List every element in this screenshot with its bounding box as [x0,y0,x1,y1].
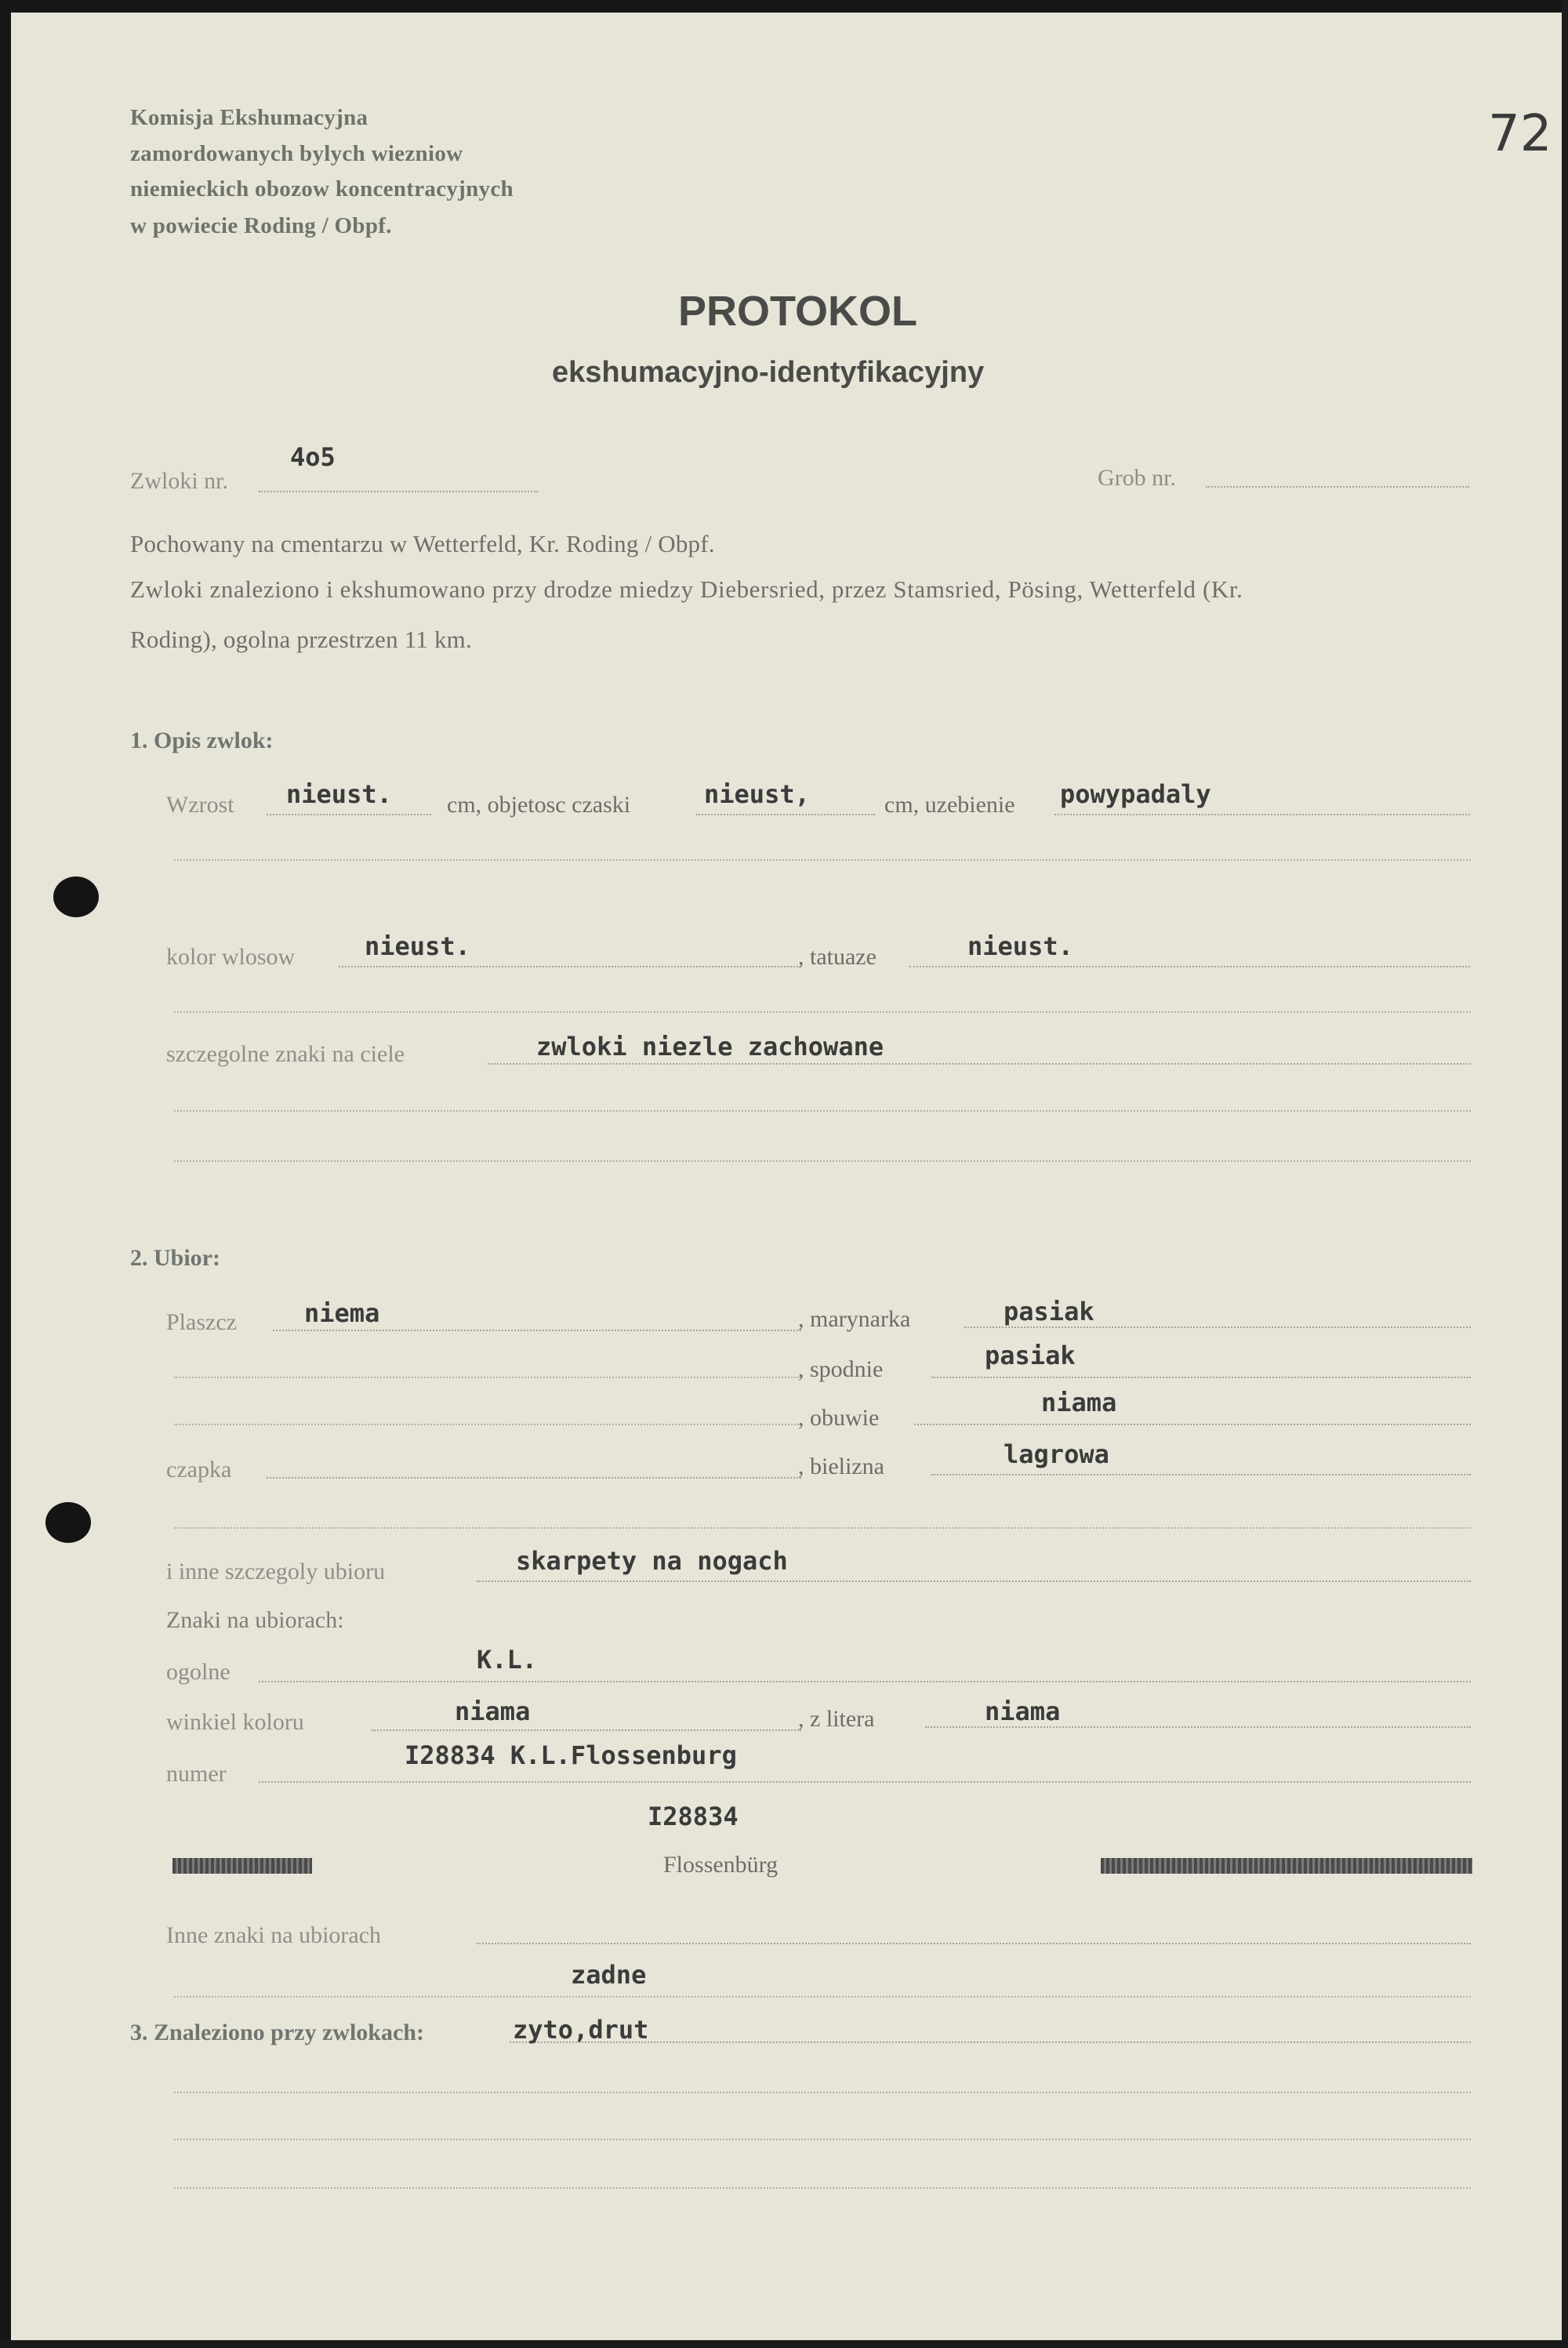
inne-znaki-blank-line [174,1996,1471,1998]
zwloki-dotted-line [259,491,538,492]
flossenburg-label: Flossenbürg [663,1852,779,1878]
grob-label: Grob nr. [1098,465,1176,491]
section3-blank-line-2 [174,2139,1471,2140]
plaszcz-value: niema [304,1298,380,1328]
section3-blank-line-3 [174,2187,1471,2189]
section3-dotted-line [510,2041,1471,2043]
wlosy-value: nieust. [365,931,470,961]
scan-border-right [1562,0,1568,2348]
znaki-cialo-label: szczegolne znaki na ciele [166,1041,405,1067]
obuwie-label: , obuwie [798,1405,880,1431]
znaki-cialo-value: zwloki niezle zachowane [536,1032,884,1061]
wzrost-value: nieust. [286,779,392,809]
litera-dotted-line [925,1726,1471,1728]
uzebienie-value: powypadaly [1060,779,1211,809]
wlosy-dotted-line [339,966,801,967]
spodnie-dotted-line [931,1377,1471,1378]
overtyped-stamp-left [172,1858,312,1874]
litera-value: niama [985,1697,1061,1726]
spodnie-value: pasiak [985,1341,1076,1370]
section1-blank-line-3 [174,1110,1471,1112]
page-number: 72 [1488,105,1552,163]
section3-value: zyto,drut [513,2015,649,2045]
marynarka-dotted-line [964,1326,1471,1328]
section2-blank-line [174,1527,1471,1529]
inne-ubior-label: i inne szczegoly ubioru [166,1559,386,1584]
commission-header-line4: w powiecie Roding / Obpf. [130,213,392,238]
bielizna-dotted-line [931,1474,1471,1475]
inne-ubior-value: skarpety na nogach [516,1546,788,1576]
uzebienie-label: cm, uzebienie [884,792,1015,818]
found-text-line1: Zwloki znaleziono i ekshumowano przy drodze miedzy Diebersried, przez Stamsried, Pösing, Wetterfeld (Kr. [130,575,1243,603]
plaszcz-label: Plaszcz [166,1309,237,1335]
spodnie-left-line [174,1377,801,1378]
czaszka-dotted-line [696,814,875,815]
commission-header-line1: Komisja Ekshumacyjna [130,105,368,130]
tatuaze-value: nieust. [967,931,1073,961]
numer-label: numer [166,1761,227,1787]
czapka-label: czapka [166,1457,232,1482]
numer-value-second: I28834 [648,1802,739,1831]
ogolne-label: ogolne [166,1659,230,1685]
bielizna-value: lagrowa [1004,1439,1109,1469]
inne-znaki-label: Inne znaki na ubiorach [166,1922,382,1948]
inne-znaki-dotted-line [477,1943,1471,1944]
section1-blank-line-4 [174,1160,1471,1162]
scan-border-left [0,0,11,2348]
wzrost-dotted-line [267,814,431,815]
wzrost-label: Wzrost [166,792,234,818]
section1-blank-line-2 [174,1011,1471,1013]
uzebienie-dotted-line [1054,814,1470,815]
section2-heading: 2. Ubior: [130,1245,220,1271]
czaszka-label: cm, objetosc czaski [447,792,631,818]
inne-ubior-dotted-line [477,1580,1471,1582]
punch-hole-bottom [45,1502,91,1543]
section3-heading: 3. Znaleziono przy zwlokach: [130,2020,424,2045]
spodnie-label: , spodnie [798,1356,884,1382]
section3-blank-line-1 [174,2092,1471,2093]
obuwie-dotted-line [914,1424,1471,1425]
found-text-line2: Roding), ogolna przestrzen 11 km. [130,626,472,653]
plaszcz-dotted-line [273,1330,801,1331]
czapka-dotted-line [267,1477,801,1479]
marynarka-value: pasiak [1004,1297,1094,1326]
znaki-cialo-dotted-line [488,1063,1471,1065]
tatuaze-dotted-line [909,966,1470,967]
tatuaze-label: , tatuaze [798,944,877,970]
ogolne-dotted-line [259,1681,1471,1682]
protocol-title: PROTOKOL [678,288,918,335]
inne-znaki-value: zadne [571,1960,647,1990]
winkiel-label: winkiel koloru [166,1709,304,1735]
zwloki-label: Zwloki nr. [130,468,228,494]
litera-label: , z litera [798,1706,875,1732]
overtyped-stamp-right [1101,1858,1472,1874]
grob-dotted-line [1206,486,1469,488]
ogolne-value: K.L. [477,1645,538,1675]
winkiel-value: niama [455,1697,531,1726]
numer-value: I28834 K.L.Flossenburg [405,1740,737,1770]
punch-hole-top [53,876,99,917]
znaki-ubiorach-label: Znaki na ubiorach: [166,1607,344,1633]
protocol-subtitle: ekshumacyjno-identyfikacyjny [552,356,985,389]
obuwie-left-line [174,1424,801,1425]
scan-border-top [0,0,1568,13]
section1-blank-line-1 [174,859,1471,861]
bielizna-label: , bielizna [798,1453,884,1479]
numer-dotted-line [259,1781,1471,1783]
scan-border-bottom [0,2340,1568,2348]
czaszka-value: nieust, [704,779,810,809]
marynarka-label: , marynarka [798,1306,911,1332]
zwloki-value: 4o5 [290,442,336,472]
commission-header-line3: niemieckich obozow koncentracyjnych [130,176,514,201]
obuwie-value: niama [1041,1388,1117,1417]
wlosy-label: kolor wlosow [166,944,296,970]
commission-header-line2: zamordowanych bylych wiezniow [130,141,463,166]
burial-text: Pochowany na cmentarzu w Wetterfeld, Kr. Roding / Obpf. [130,530,715,557]
section1-heading: 1. Opis zwlok: [130,728,274,753]
winkiel-dotted-line [372,1729,801,1731]
